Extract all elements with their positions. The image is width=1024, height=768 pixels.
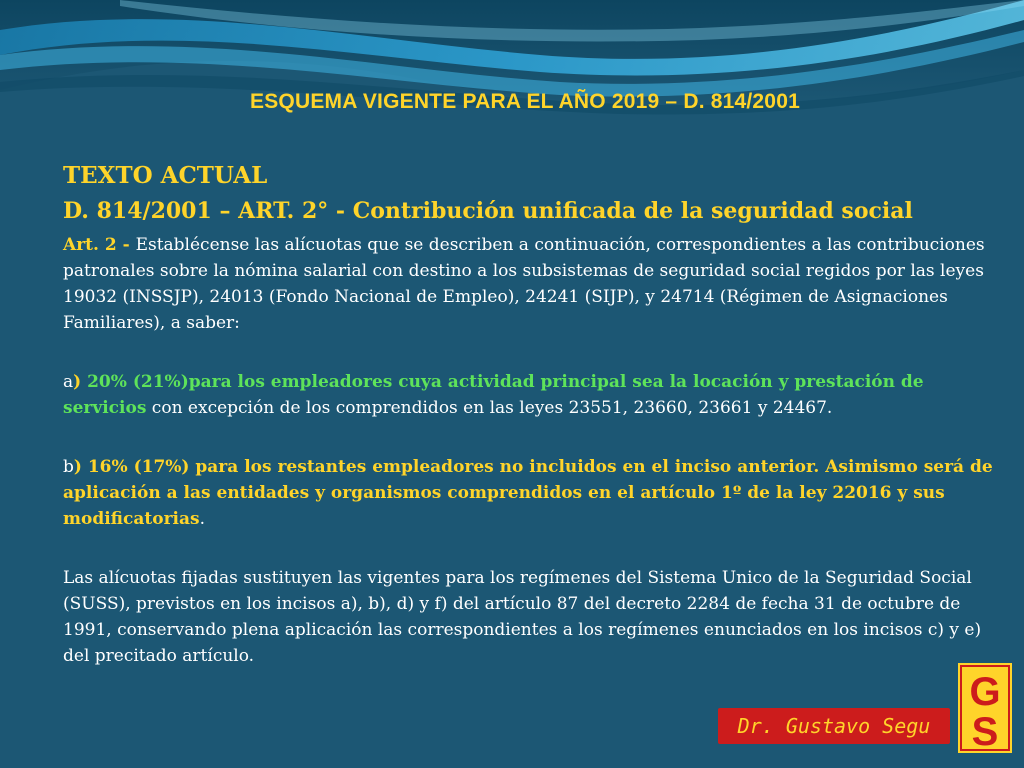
svg-text:G: G	[969, 670, 1001, 714]
item-a-highlight: 20% (21%)para los empleadores cuya actividad principal sea la locación y prestación de servicios	[63, 372, 924, 418]
item-b-paragraph	[63, 454, 993, 532]
author-signature	[718, 708, 950, 744]
slide-title: ESQUEMA VIGENTE PARA EL AÑO 2019 – D. 814/2001	[250, 90, 800, 113]
art2-lead: Art. 2 -	[63, 235, 136, 255]
item-b-highlight: ) 16% (17%) para los restantes empleadores no incluidos en el inciso anterior. Asimismo será de aplicación a las entidades y organismos comprendidos en el artículo 1º de la ley 22016 y sus modificatorias	[63, 457, 993, 529]
art2-paragraph	[63, 232, 993, 336]
art2-text: Establécense las alícuotas que se describen a continuación, correspondientes a las contribuciones patronales sobre la nómina salarial con destino a los subsistemas de seguridad social regidos por las leyes 19032 (INSSJP), 24013 (Fondo Nacional de Empleo), 24241 (SIJP), y 24714 (Régimen de Asignaciones Familiares), a saber:	[63, 235, 985, 333]
item-a-paren: )	[73, 372, 82, 392]
item-b-rest: .	[199, 509, 205, 529]
item-a-rest: con excepción de los comprendidos en las leyes 23551, 23660, 23661 y 24467.	[146, 398, 833, 418]
item-a-paragraph	[63, 369, 993, 421]
item-b-letter: b	[63, 457, 74, 477]
section-label: TEXTO ACTUAL	[63, 162, 268, 189]
slide-content	[63, 160, 993, 669]
item-a-letter: a	[63, 372, 74, 392]
closing-paragraph: Las alícuotas fijadas sustituyen las vigentes para los regímenes del Sistema Unico de la Seguridad Social (SUSS), previstos en los incisos a), b), d) y f) del artículo 87 del decreto 2284 de fecha 31 de octubre de 1991, conservando plena aplicación las correspondientes a los regímenes enunciados en los incisos c) y e) del precitado artículo.	[63, 568, 982, 666]
author-name: Dr. Gustavo Segu	[737, 714, 931, 738]
gs-logo	[958, 663, 1012, 753]
article-heading: D. 814/2001 – ART. 2° - Contribución unificada de la seguridad social	[63, 198, 913, 224]
svg-text:S: S	[971, 710, 999, 753]
